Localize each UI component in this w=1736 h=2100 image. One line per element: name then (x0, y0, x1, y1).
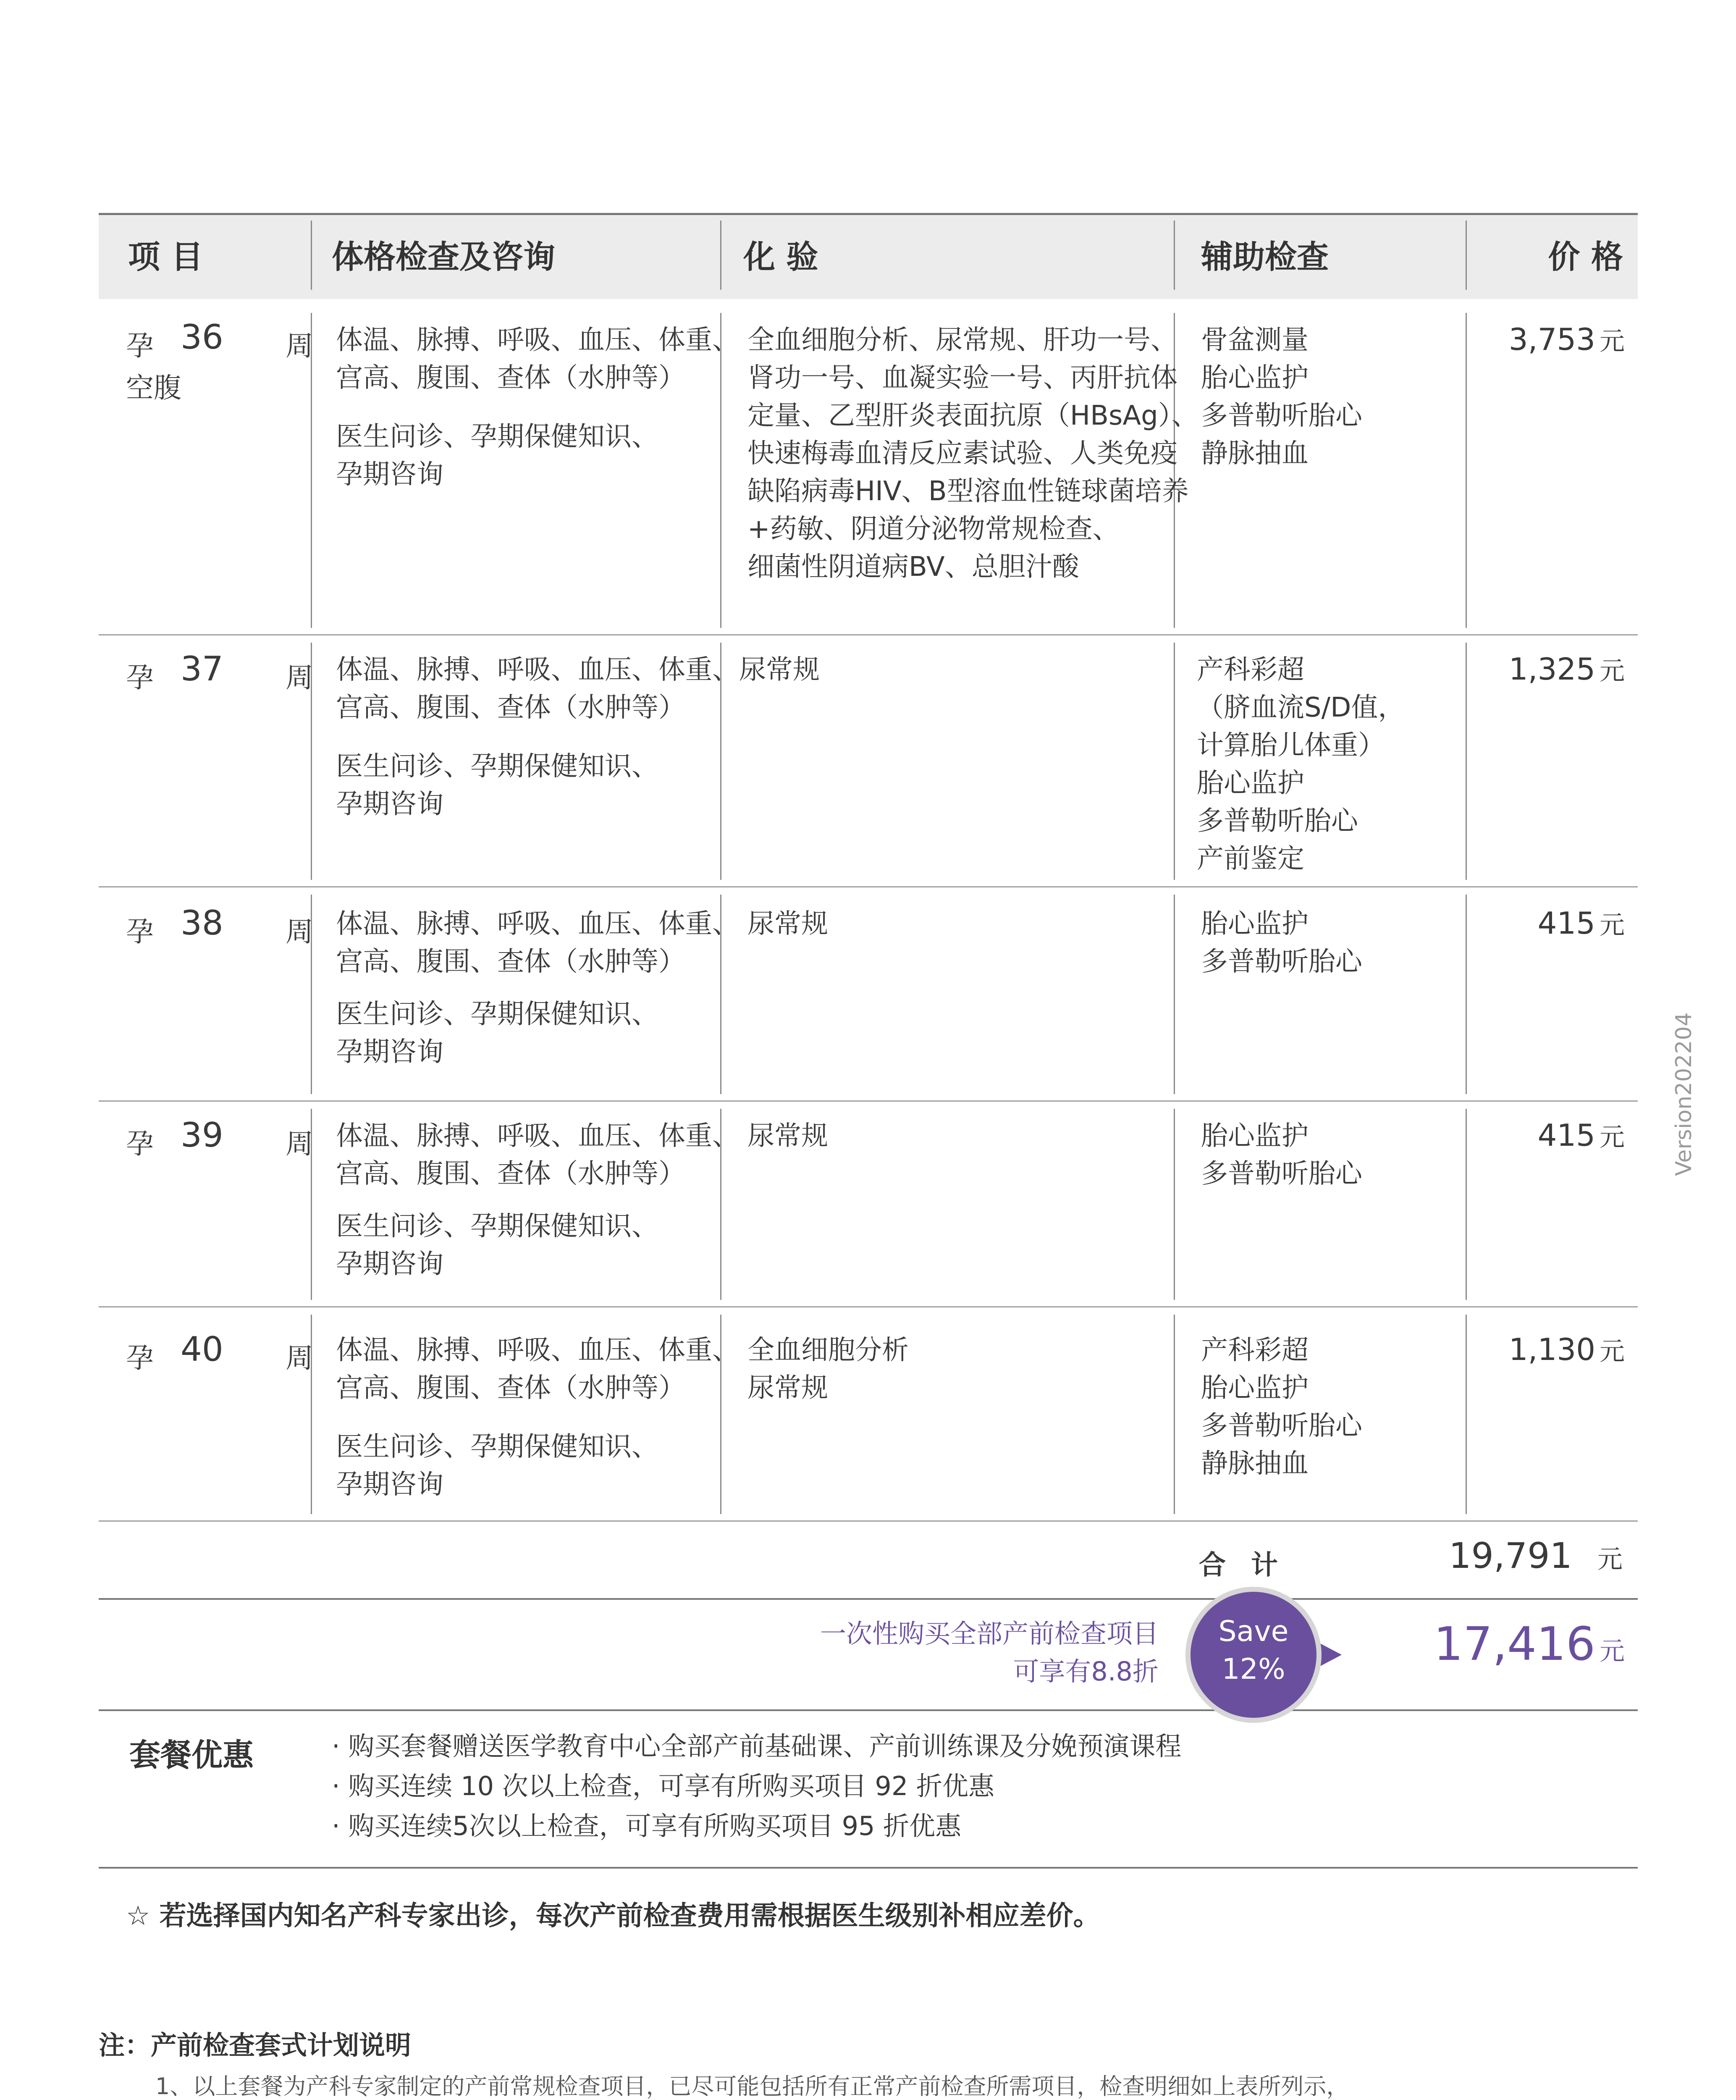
lab-cell (739, 651, 820, 689)
exam-line: 体温、脉搏、呼吸、血压、体重、 (336, 1121, 739, 1152)
price-value: 1,130 (1508, 1332, 1595, 1367)
lab-line: 尿常规 (747, 1121, 828, 1152)
package-list (332, 1726, 1181, 1846)
exam-line: 孕期咨询 (336, 1037, 443, 1068)
exam-line: 孕期咨询 (336, 1469, 443, 1500)
price-cell (1509, 321, 1625, 357)
promo-line: 可享有8.8折 (1013, 1656, 1159, 1687)
aux-line: 静脉抽血 (1201, 438, 1309, 469)
header-divider (311, 220, 312, 290)
promo-line: 一次性购买全部产前检查项目 (820, 1618, 1159, 1649)
version-label: Version202204 (1671, 1012, 1697, 1176)
exam-line: 医生问诊、孕期保健知识、 (336, 1211, 658, 1242)
header-price: 价 格 (1548, 238, 1623, 276)
row-divider (99, 1520, 1638, 1522)
table-row-week37 (126, 649, 313, 695)
note-item: 1、以上套餐为产科专家制定的产前常规检查项目，已尽可能包括所有正常产前检查所需项目，检查明细如上表所列示， (155, 2073, 1349, 2100)
aux-cell (1201, 1117, 1362, 1193)
package-item: · 购买连续5次以上检查，可享有所购买项目 95 折优惠 (332, 1811, 962, 1841)
col-divider (1466, 643, 1467, 880)
lab-line: 肾功一号、血凝实验一号、丙肝抗体 (747, 362, 1177, 394)
aux-line: 胎心监护 (1201, 362, 1309, 394)
row-divider (99, 1306, 1638, 1307)
header-divider (720, 220, 721, 290)
week-suffix: 周 (286, 1342, 313, 1374)
header-divider (1466, 220, 1467, 290)
exam-line: 宫高、腹围、查体（水肿等） (336, 1373, 685, 1404)
lab-line: 定量、乙型肝炎表面抗原（HBsAg）、 (747, 400, 1198, 431)
total-divider (99, 1598, 1638, 1600)
week-suffix: 周 (286, 916, 313, 948)
promo-divider (99, 1709, 1638, 1711)
lab-line: 细菌性阴道病BV、总胆汁酸 (747, 551, 1079, 583)
week-note: 空腹 (126, 372, 181, 404)
row-divider (99, 1100, 1638, 1102)
price-cell (1509, 651, 1625, 687)
table-row-week40 (126, 1330, 313, 1376)
notes-list (155, 2066, 1349, 2100)
week-number: 36 (181, 318, 223, 357)
row-divider (99, 634, 1638, 635)
header-lab: 化 验 (743, 238, 818, 276)
week-suffix: 周 (286, 662, 313, 694)
aux-line: 产前鉴定 (1197, 843, 1304, 874)
lab-line: 快速梅毒血清反应素试验、人类免疫 (747, 438, 1177, 469)
lab-cell (747, 905, 828, 943)
table-header (99, 213, 1638, 299)
col-divider (1174, 1315, 1175, 1514)
col-divider (1466, 1109, 1467, 1300)
exam-line: 宫高、腹围、查体（水肿等） (336, 692, 685, 723)
week-prefix: 孕 (126, 1342, 154, 1374)
week-number: 40 (181, 1330, 223, 1369)
price-value: 415 (1537, 1118, 1595, 1153)
exam-cell (336, 1117, 739, 1283)
aux-cell (1201, 321, 1362, 472)
header-aux: 辅助检查 (1201, 238, 1329, 276)
header-exam: 体格检查及咨询 (332, 238, 555, 276)
lab-line: 全血细胞分析 (747, 1335, 909, 1366)
price-value: 3,753 (1508, 322, 1595, 357)
aux-line: 产科彩超 (1201, 1335, 1309, 1366)
aux-line: 静脉抽血 (1201, 1448, 1309, 1479)
package-item: · 购买套餐赠送医学教育中心全部产前基础课、产前训练课及分娩预演课程 (332, 1731, 1182, 1761)
exam-cell (336, 321, 739, 494)
package-item: · 购买连续 10 次以上检查，可享有所购买项目 92 折优惠 (332, 1771, 995, 1801)
week-prefix: 孕 (126, 916, 154, 948)
aux-cell (1201, 905, 1362, 981)
price-unit: 元 (1600, 1123, 1625, 1152)
discount-unit: 元 (1600, 1637, 1625, 1666)
aux-cell (1201, 1331, 1362, 1483)
row-divider (99, 886, 1638, 887)
price-value: 1,325 (1508, 651, 1595, 687)
col-divider (1174, 895, 1175, 1094)
exam-line: 医生问诊、孕期保健知识、 (336, 751, 658, 782)
exam-cell (336, 1331, 739, 1504)
week-number: 37 (181, 649, 223, 688)
aux-line: 胎心监护 (1201, 1373, 1309, 1404)
aux-line: 产科彩超 (1197, 654, 1304, 685)
exam-line: 宫高、腹围、查体（水肿等） (336, 946, 685, 977)
exam-line: 宫高、腹围、查体（水肿等） (336, 1158, 685, 1189)
exam-line: 体温、脉搏、呼吸、血压、体重、 (336, 908, 739, 940)
lab-line: 尿常规 (747, 908, 828, 940)
exam-line: 体温、脉搏、呼吸、血压、体重、 (336, 654, 739, 685)
aux-line: （脐血流S/D值， (1197, 692, 1405, 723)
price-unit: 元 (1600, 656, 1625, 686)
week-suffix: 周 (286, 330, 313, 362)
exam-line: 孕期咨询 (336, 459, 443, 490)
exam-line: 体温、脉搏、呼吸、血压、体重、 (336, 1335, 739, 1366)
header-item: 项 目 (128, 238, 203, 276)
aux-line: 胎心监护 (1197, 768, 1304, 799)
week-prefix: 孕 (126, 330, 154, 362)
package-divider (99, 1867, 1638, 1869)
lab-line: 全血细胞分析、尿常规、肝功一号、 (747, 325, 1177, 356)
lab-line: 缺陷病毒HIV、B型溶血性链球菌培养 (747, 476, 1189, 507)
notes-title: 注：产前检查套式计划说明 (99, 2030, 412, 2061)
total-price (1449, 1535, 1623, 1576)
aux-line: 胎心监护 (1201, 1121, 1309, 1152)
col-divider (1174, 643, 1175, 880)
exam-line: 医生问诊、孕期保健知识、 (336, 1431, 658, 1462)
aux-line: 骨盆测量 (1201, 325, 1309, 356)
total-label: 合计 (1199, 1550, 1303, 1581)
col-divider (1174, 1109, 1175, 1300)
aux-line: 多普勒听胎心 (1201, 1158, 1362, 1189)
aux-line: 多普勒听胎心 (1197, 806, 1358, 837)
aux-line: 胎心监护 (1201, 908, 1309, 940)
price-unit: 元 (1600, 911, 1625, 940)
total-value: 19,791 (1449, 1535, 1572, 1576)
price-cell (1509, 1331, 1625, 1368)
aux-line: 计算胎儿体重） (1197, 730, 1385, 761)
exam-line: 医生问诊、孕期保健知识、 (336, 999, 658, 1030)
aux-line: 多普勒听胎心 (1201, 400, 1362, 431)
price-cell (1538, 905, 1625, 941)
lab-cell (747, 1331, 909, 1407)
exam-cell (336, 905, 739, 1071)
exam-line: 体温、脉搏、呼吸、血压、体重、 (336, 325, 739, 356)
discount-price (1434, 1617, 1625, 1671)
lab-cell (747, 321, 1198, 586)
lab-cell (747, 1117, 828, 1155)
save-badge (1191, 1592, 1316, 1718)
table-row-week39 (126, 1116, 313, 1161)
exam-line: 孕期咨询 (336, 1249, 443, 1280)
exam-line: 宫高、腹围、查体（水肿等） (336, 362, 685, 394)
exam-cell (336, 651, 739, 823)
lab-line: 尿常规 (747, 1373, 828, 1404)
package-title: 套餐优惠 (129, 1737, 254, 1773)
week-prefix: 孕 (126, 662, 154, 694)
price-unit: 元 (1600, 1337, 1625, 1366)
week-number: 38 (181, 903, 223, 942)
col-divider (1466, 313, 1467, 628)
price-cell (1538, 1117, 1625, 1153)
exam-line: 孕期咨询 (336, 789, 443, 820)
badge-line: Save (1218, 1615, 1289, 1648)
header-divider (1174, 220, 1175, 290)
promo-text (820, 1615, 1159, 1690)
week-prefix: 孕 (126, 1128, 154, 1160)
lab-line: 尿常规 (739, 654, 820, 685)
aux-line: 多普勒听胎心 (1201, 946, 1362, 977)
price-unit: 元 (1600, 327, 1625, 356)
week-number: 39 (181, 1116, 223, 1155)
table-row-week36 (126, 318, 313, 404)
aux-line: 多普勒听胎心 (1201, 1410, 1362, 1441)
aux-cell (1197, 651, 1405, 878)
star-note: ☆ 若选择国内知名产科专家出诊，每次产前检查费用需根据医生级别补相应差价。 (126, 1900, 1100, 1932)
discount-value: 17,416 (1434, 1617, 1595, 1671)
total-unit: 元 (1597, 1545, 1623, 1574)
price-value: 415 (1537, 906, 1595, 941)
lab-line: +药敏、阴道分泌物常规检查、 (747, 514, 1120, 545)
table-row-week38 (126, 903, 313, 949)
col-divider (1466, 895, 1467, 1094)
col-divider (1466, 1315, 1467, 1514)
exam-line: 医生问诊、孕期保健知识、 (336, 421, 658, 452)
week-suffix: 周 (286, 1128, 313, 1160)
badge-line: 12% (1222, 1653, 1285, 1686)
